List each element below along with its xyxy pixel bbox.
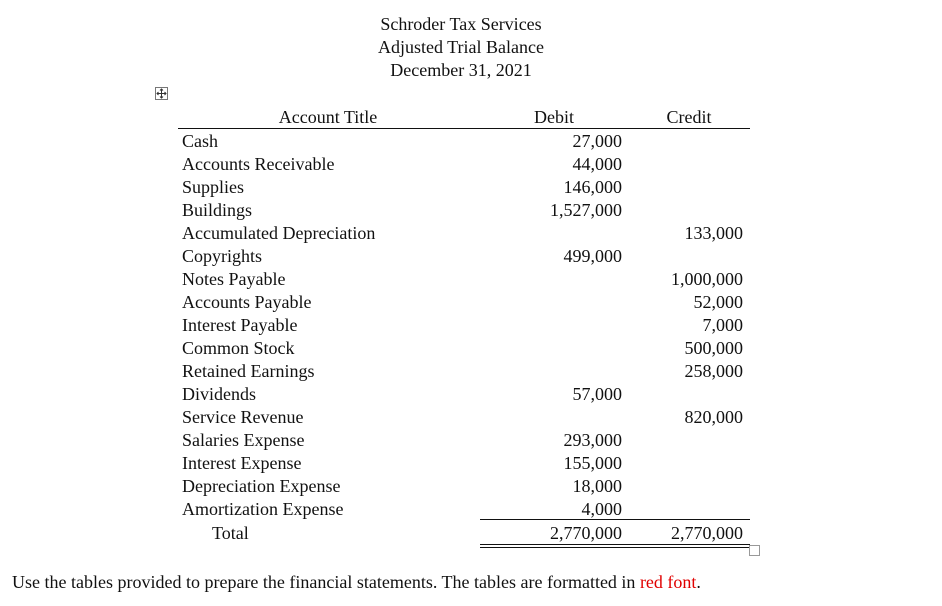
debit-value: 499,000 <box>563 246 622 266</box>
debit-subtotal-line <box>480 519 628 520</box>
account-title: Interest Expense <box>182 453 302 473</box>
credit-value: 133,000 <box>684 223 743 243</box>
credit-subtotal-line <box>628 519 750 520</box>
account-title: Copyrights <box>182 246 263 266</box>
account-title: Notes Payable <box>182 269 286 289</box>
account-title: Service Revenue <box>182 407 304 427</box>
header-underline <box>178 128 750 129</box>
debit-value: 27,000 <box>572 131 622 151</box>
credit-value: 500,000 <box>684 338 743 358</box>
account-title: Buildings <box>182 200 253 220</box>
account-title: Dividends <box>182 384 256 404</box>
note-highlight: red font <box>639 572 697 592</box>
debit-value: 1,527,000 <box>550 200 622 220</box>
debit-value: 293,000 <box>563 430 622 450</box>
credit-value: 820,000 <box>684 407 743 427</box>
account-title: Cash <box>182 131 218 151</box>
account-title: Interest Payable <box>182 315 298 335</box>
total-debit: 2,770,000 <box>550 523 622 543</box>
credit-value: 1,000,000 <box>671 269 743 289</box>
statement-header <box>300 13 622 82</box>
statement-date: December 31, 2021 <box>390 60 532 80</box>
account-title: Accounts Payable <box>182 292 312 312</box>
credit-value: 258,000 <box>684 361 743 381</box>
account-title: Retained Earnings <box>182 361 315 381</box>
account-title: Supplies <box>182 177 245 197</box>
debit-value: 146,000 <box>563 177 622 197</box>
total-credit: 2,770,000 <box>671 523 743 543</box>
debit-value: 4,000 <box>581 499 622 519</box>
debit-value: 155,000 <box>563 453 622 473</box>
column-header-account-title: Account Title <box>278 107 378 127</box>
credit-value: 52,000 <box>693 292 743 312</box>
total-label: Total <box>212 523 249 543</box>
column-header-debit: Debit <box>534 107 574 127</box>
note-end: . <box>696 572 701 592</box>
column-header-credit: Credit <box>666 107 712 127</box>
total-double-line-top <box>480 544 750 545</box>
resize-handle-icon[interactable] <box>749 545 760 556</box>
credit-value: 7,000 <box>702 315 743 335</box>
account-title: Common Stock <box>182 338 295 358</box>
account-title: Amortization Expense <box>182 499 344 519</box>
move-icon[interactable] <box>155 87 168 100</box>
debit-value: 57,000 <box>572 384 622 404</box>
instruction-note <box>12 570 701 594</box>
debit-value: 44,000 <box>572 154 622 174</box>
statement-title: Adjusted Trial Balance <box>378 37 544 57</box>
account-title: Accumulated Depreciation <box>182 223 376 243</box>
company-name: Schroder Tax Services <box>380 14 542 34</box>
account-title: Accounts Receivable <box>182 154 335 174</box>
account-title: Depreciation Expense <box>182 476 341 496</box>
move-arrows-icon <box>156 88 167 99</box>
note-text: Use the tables provided to prepare the financial statements. The tables are formatted in <box>12 572 640 592</box>
total-double-line-bottom <box>480 547 750 548</box>
account-title: Salaries Expense <box>182 430 305 450</box>
debit-value: 18,000 <box>572 476 622 496</box>
